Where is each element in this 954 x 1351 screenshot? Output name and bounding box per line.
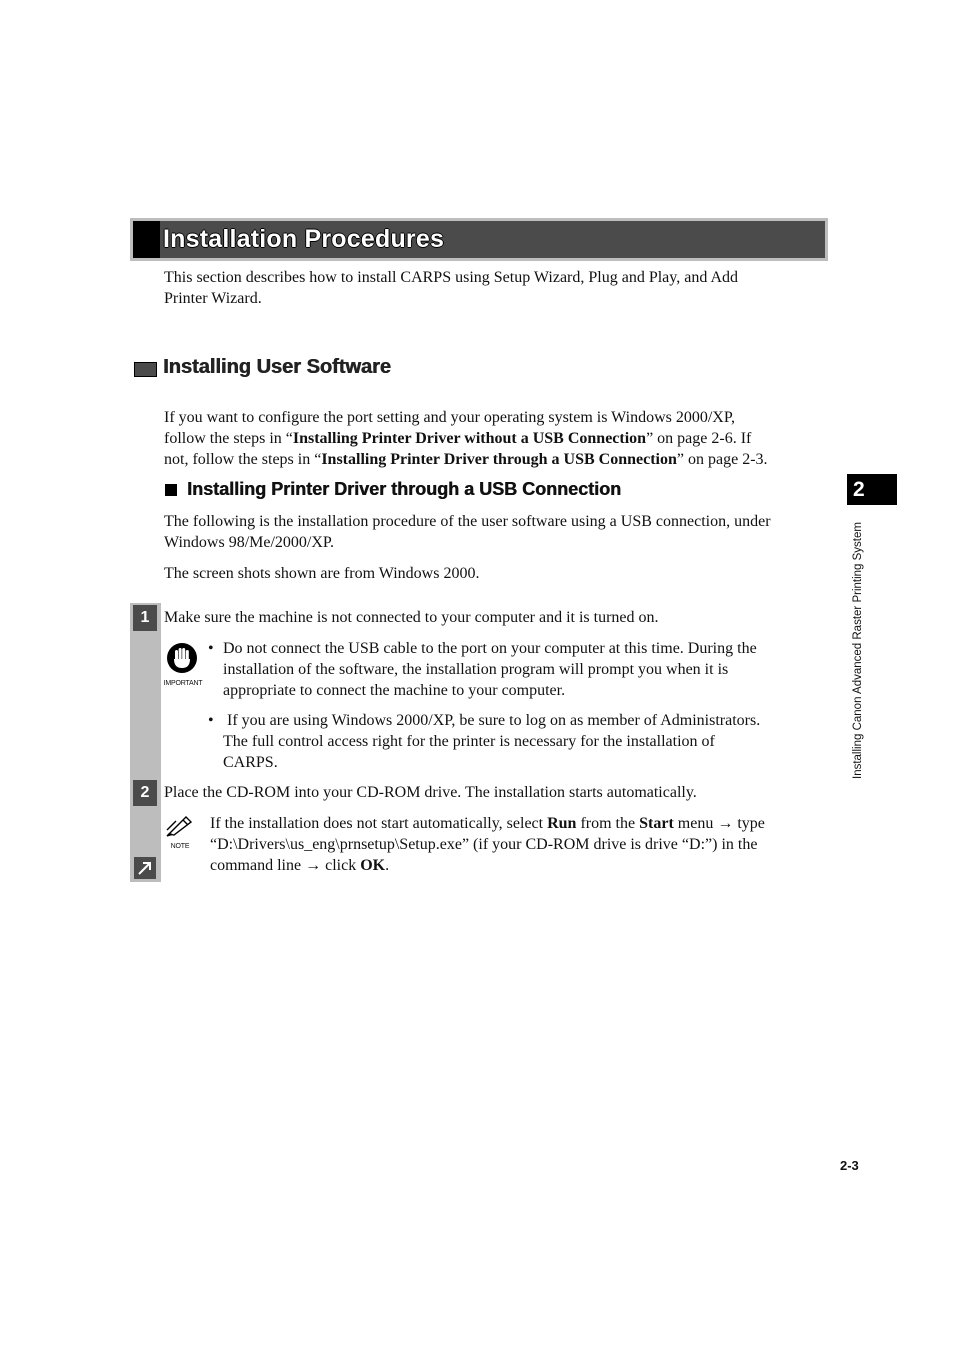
link-through-usb[interactable]: Installing Printer Driver through a USB Connection [321,451,677,468]
usb-intro [164,511,771,553]
step-1-text: Make sure the machine is not connected to your computer and it is turned on. [164,609,659,626]
link-without-usb[interactable]: Installing Printer Driver without a USB Connection [292,430,647,447]
title-marker [133,221,160,258]
para-line-1: If you want to configure the port setting and your operating system is Windows 2000/XP, [164,409,735,426]
para-line-2: follow the steps in “Installing Printer Driver without a USB Connection” on page 2-6. If [164,430,752,447]
subsection-paragraph [164,407,768,470]
important-label: IMPORTANT [163,680,203,687]
important-callout [162,642,204,687]
screenshots-note: The screen shots shown are from Windows 2000. [164,565,480,582]
arrow-icon: → [305,857,322,874]
step-rail [130,603,161,882]
step-number-1: 1 [133,605,157,631]
page-number: 2-3 [840,1158,859,1173]
section-title-bar [130,218,828,261]
hand-stop-icon [162,642,204,674]
step-2-text: Place the CD-ROM into your CD-ROM drive. The installation starts automatically. [164,784,697,801]
intro-line-2: Printer Wizard. [164,290,262,307]
note-label: NOTE [170,843,190,850]
intro-line-1: This section describes how to install CARPS using Setup Wizard, Plug and Play, and Add [164,269,738,286]
usb-section-title: Installing Printer Driver through a USB Connection [187,479,622,499]
chapter-label: Installing Canon Advanced Raster Printing System [852,522,864,779]
step-number-2: 2 [133,780,157,806]
usb-intro-line-1: The following is the installation procedure of the user software using a USB connection, under [164,513,771,530]
important-bullet-2: If you are using Windows 2000/XP, be sure to log on as member of Administrators. The full control access right for the printer is necessary for the installation of CARPS. [223,712,761,771]
para-line-3: not, follow the steps in “Installing Printer Driver through a USB Connection” on page 2-3. [164,451,768,468]
bullet-dot-1: • [208,640,214,657]
note-callout [164,815,196,850]
continued-arrow-icon [134,857,156,879]
bullet-dot-2: • [208,712,214,729]
section-intro [164,267,738,309]
important-bullet-1: Do not connect the USB cable to the port on your computer at this time. During the installation of the software, the installation program will prompt you when it is appropriate to connect the machine to your computer. [223,640,757,699]
pencil-note-icon [164,815,194,837]
section-title: Installation Procedures [163,225,445,253]
note-text: If the installation does not start automatically, select Run from the Start menu → type “D:\Drivers\us_eng\prnsetup\Setup.exe” (if your CD-ROM drive is drive “D:”) in the command line → click OK. [210,815,765,874]
usb-intro-line-2: Windows 98/Me/2000/XP. [164,534,335,551]
chapter-tab: 2 [847,474,897,505]
subsection-marker-icon [134,362,157,377]
arrow-icon: → [717,815,734,832]
square-bullet-icon [165,484,177,496]
subsection-title: Installing User Software [163,356,391,378]
